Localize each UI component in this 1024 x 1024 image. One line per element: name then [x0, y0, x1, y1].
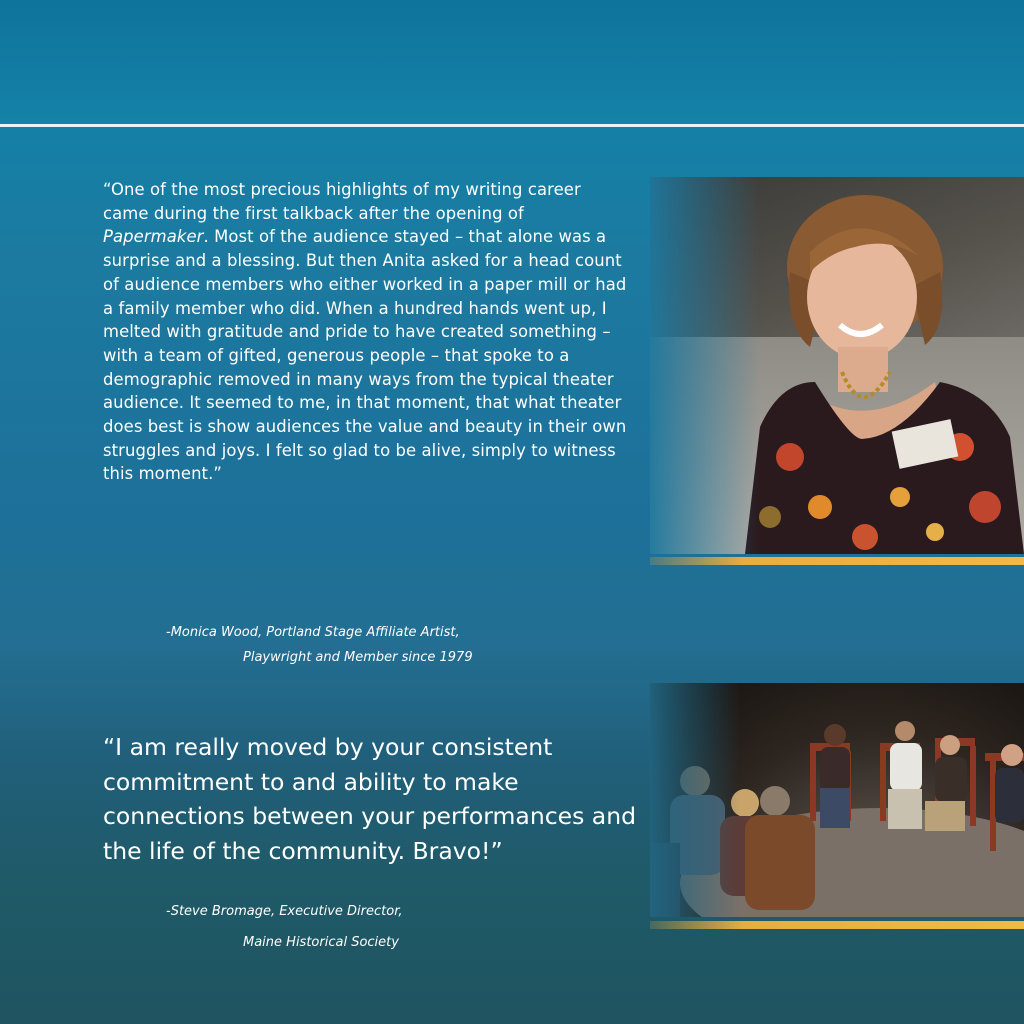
monica-wood-quote [103, 178, 628, 486]
quote1-attribution-line1: -Monica Wood, Portland Stage Affiliate Artist, [166, 625, 460, 640]
gold-accent-bar-1 [650, 557, 1024, 565]
play-title: Papermaker [103, 227, 204, 247]
quote2-attribution-line2: Maine Historical Society [243, 935, 399, 950]
steve-bromage-quote: “I am really moved by your consistent commitment to and ability to make connections between your performances and the life of the community. Bravo!” [103, 733, 637, 865]
portrait-photo [650, 177, 1024, 554]
talkback-panel-photo [650, 683, 1024, 917]
quote2-attribution-line1: -Steve Bromage, Executive Director, [166, 904, 403, 919]
gold-accent-bar-2 [650, 921, 1024, 929]
quote1-rest: . Most of the audience stayed – that alone was a surprise and a blessing. But then Anita asked for a head count of audience members who either worked in a paper mill or had a family member who did. When a hundred hands went up, I melted with gratitude and pride to have created something – with a team of gifted, generous people – that spoke to a demographic removed in many ways from the typical theater audience. It seemed to me, in that moment, that what theater does best is show audiences the value and beauty in their own struggles and joys. I felt so glad to be alive, simply to witness this moment.” [103, 227, 627, 484]
top-banner [0, 0, 1024, 124]
header-divider [0, 124, 1024, 127]
quote1-opening: “One of the most precious highlights of my writing career came during the first talkback after the opening of [103, 180, 581, 223]
quote1-attribution-line2: Playwright and Member since 1979 [243, 650, 473, 665]
